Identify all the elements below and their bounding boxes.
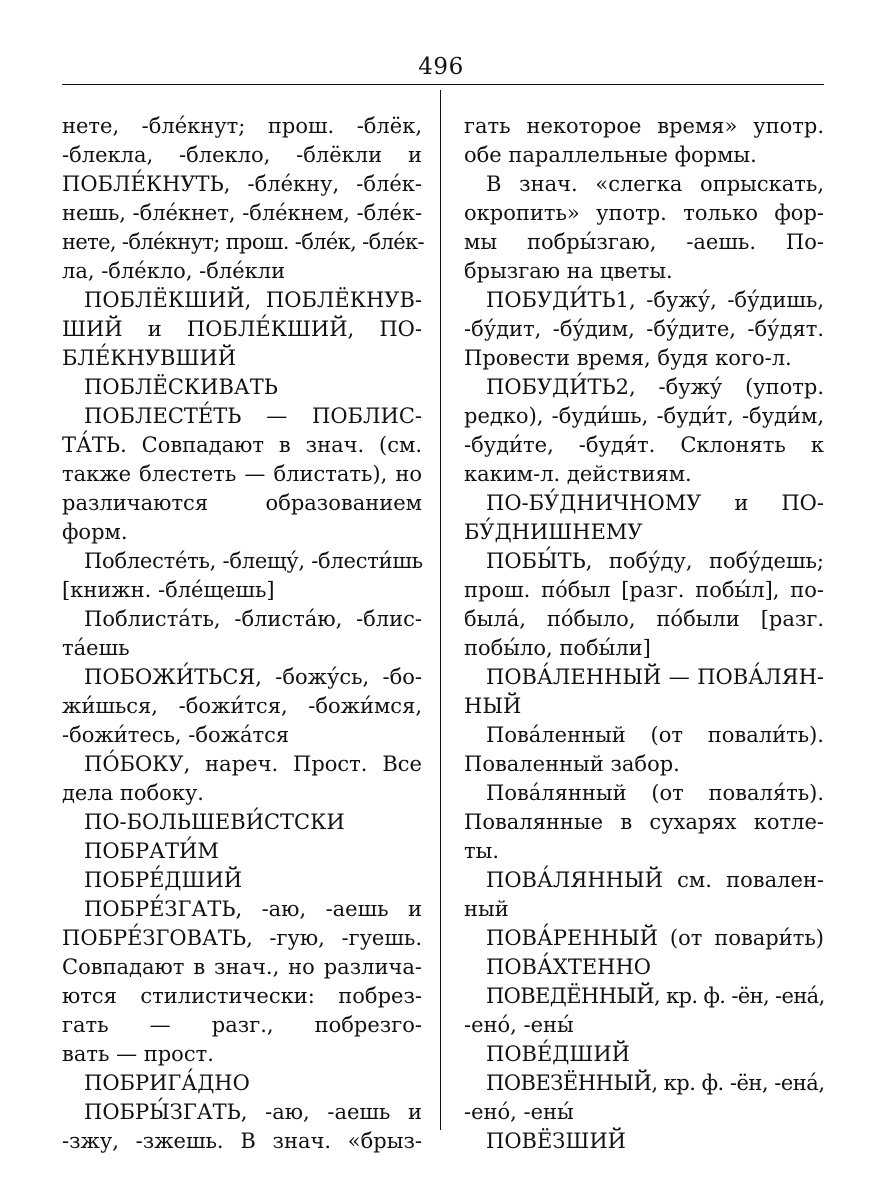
text-line: ПОБЛЕ́КНУТЬ, -бле́кну, -бле́к- <box>62 172 422 196</box>
text-line: ПОБРАТИ́М <box>84 839 219 863</box>
text-line: ПОБЛЕСТЕ́ТЬ — ПОБЛИС- <box>84 404 422 428</box>
text-line: прош. по́был [разг. побы́л], по- <box>464 578 824 602</box>
text-line: ла, -бле́кло, -бле́кли <box>62 259 286 283</box>
text-line: -бу́дит, -бу́дим, -бу́дите, -бу́дят. <box>464 317 824 341</box>
text-line: редко), -буди́шь, -буди́т, -буди́м, <box>464 404 824 428</box>
text-line: окропить» употр. только фор- <box>464 201 824 225</box>
text-line: В знач. «слегка опрыскать, <box>486 172 824 196</box>
text-line: ПОБРЫ́ЗГАТЬ, -аю, -аешь и <box>84 1100 422 1124</box>
text-line: ПОВЕДЁННЫЙ, кр. ф. -ён, -ена́, <box>486 984 825 1008</box>
text-line: -блекла, -блекло, -блёкли и <box>62 143 422 167</box>
text-line: ются стилистически: побрез- <box>62 984 422 1008</box>
text-line: форм. <box>62 520 128 544</box>
text-line: та́ешь <box>62 636 130 660</box>
text-line: ПОБУДИ́ТЬ2, -бужу́ (употр. <box>486 375 824 399</box>
text-line: нете, -бле́кнут; прош. -блёк, <box>62 114 422 138</box>
text-line: ПОВА́ЛЕННЫЙ — ПОВА́ЛЯН- <box>486 665 824 689</box>
text-line: различаются образованием <box>62 491 422 515</box>
text-line: -ено́, -ены́ <box>464 1100 574 1124</box>
text-line: ПО-БОЛЬШЕВИ́СТСКИ <box>84 810 345 834</box>
text-line: БЛЕ́КНУВШИЙ <box>62 346 237 370</box>
text-line: ТА́ТЬ. Совпадают в знач. (см. <box>62 433 422 457</box>
text-line: мы побры́згаю, -аешь. По- <box>464 230 824 254</box>
text-line: ШИЙ и ПОБЛЕ́КШИЙ, ПО- <box>62 317 422 341</box>
header-rule <box>62 84 824 85</box>
text-line: гать — разг., побрезго- <box>62 1013 422 1037</box>
text-line: каким-л. действиям. <box>464 462 692 486</box>
text-line: -зжу, -зжешь. В знач. «брыз- <box>62 1129 422 1153</box>
text-line: жи́шься, -божи́тся, -божи́мся, <box>62 694 422 718</box>
text-line: ПОБЛЁКШИЙ, ПОБЛЁКНУВ- <box>84 288 422 312</box>
text-line: ПОБЛЁСКИВАТЬ <box>84 375 278 399</box>
text-line: брызгаю на цветы. <box>464 259 673 283</box>
left-column <box>62 112 422 1156</box>
text-line: Повалянные в сухарях котле- <box>464 810 824 834</box>
text-line: ПОБРЕ́ЗГОВАТЬ, -гую, -гуешь. <box>62 926 422 950</box>
text-line: Пова́лянный (от поваля́ть). <box>486 781 824 805</box>
text-line: ПОБЫ́ТЬ, побу́ду, побу́дешь; <box>486 549 824 573</box>
text-line: ПОВА́ЛЯННЫЙ см. повален- <box>486 868 824 892</box>
text-line: обе параллельные формы. <box>464 143 757 167</box>
text-line: ПОВЁЗШИЙ <box>486 1129 626 1153</box>
text-line: также блестеть — блистать), но <box>62 462 422 486</box>
text-line: нете, -бле́кнут; прош. -бле́к, -бле́к- <box>62 230 424 254</box>
text-line: -ено́, -ены́ <box>464 1013 574 1037</box>
text-line: была́, по́было, по́были [разг. <box>464 607 824 631</box>
text-line: ПОВЕЗЁННЫЙ, кр. ф. -ён, -ена́, <box>486 1071 825 1095</box>
text-line: ПОБРИГА́ДНО <box>84 1071 250 1095</box>
text-line: ПОВА́ХТЕННО <box>486 955 651 979</box>
text-line: Поблиста́ть, -блиста́ю, -блис- <box>84 607 422 631</box>
text-line: ПО-БУ́ДНИЧНОМУ и ПО- <box>486 491 824 515</box>
text-line: ПОБОЖИ́ТЬСЯ, -божу́сь, -бо- <box>84 665 422 689</box>
text-line: ПОБРЕ́ДШИЙ <box>84 868 243 892</box>
text-line: Совпадают в знач., но различа- <box>62 955 422 979</box>
text-line: гать некоторое время» употр. <box>464 114 824 138</box>
text-line: ты. <box>464 839 500 863</box>
text-line: нешь, -бле́кнет, -бле́кнем, -бле́к- <box>62 201 423 225</box>
text-line: Пова́ленный (от повали́ть). <box>486 723 824 747</box>
text-line: Поблесте́ть, -блещу́, -блести́шь <box>84 549 423 573</box>
text-line: Поваленный забор. <box>464 752 680 776</box>
text-line: Провести время, будя кого-л. <box>464 346 792 370</box>
text-line: дела побоку. <box>62 781 204 805</box>
text-line: НЫЙ <box>464 694 522 718</box>
text-line: ПОВЕ́ДШИЙ <box>486 1042 630 1066</box>
text-line: -божи́тесь, -божа́тся <box>62 723 290 747</box>
text-line: -буди́те, -будя́т. Склонять к <box>464 433 824 457</box>
text-line: вать — прост. <box>62 1042 214 1066</box>
text-line: ПОБУДИ́ТЬ1, -бужу́, -бу́дишь, <box>486 288 824 312</box>
right-column <box>464 112 824 1156</box>
page-number: 496 <box>418 54 464 80</box>
text-line: БУ́ДНИШНЕМУ <box>464 520 643 544</box>
text-line: побы́ло, побы́ли] <box>464 636 651 660</box>
text-line: [книжн. -бле́щешь] <box>62 578 275 602</box>
text-line: ПО́БОКУ, нареч. Прост. Все <box>84 752 422 776</box>
text-line: ПОВА́РЕННЫЙ (от повари́ть) <box>486 926 824 950</box>
text-line: ный <box>464 897 509 921</box>
column-divider <box>440 90 441 1130</box>
text-line: ПОБРЕ́ЗГАТЬ, -аю, -аешь и <box>84 897 422 921</box>
